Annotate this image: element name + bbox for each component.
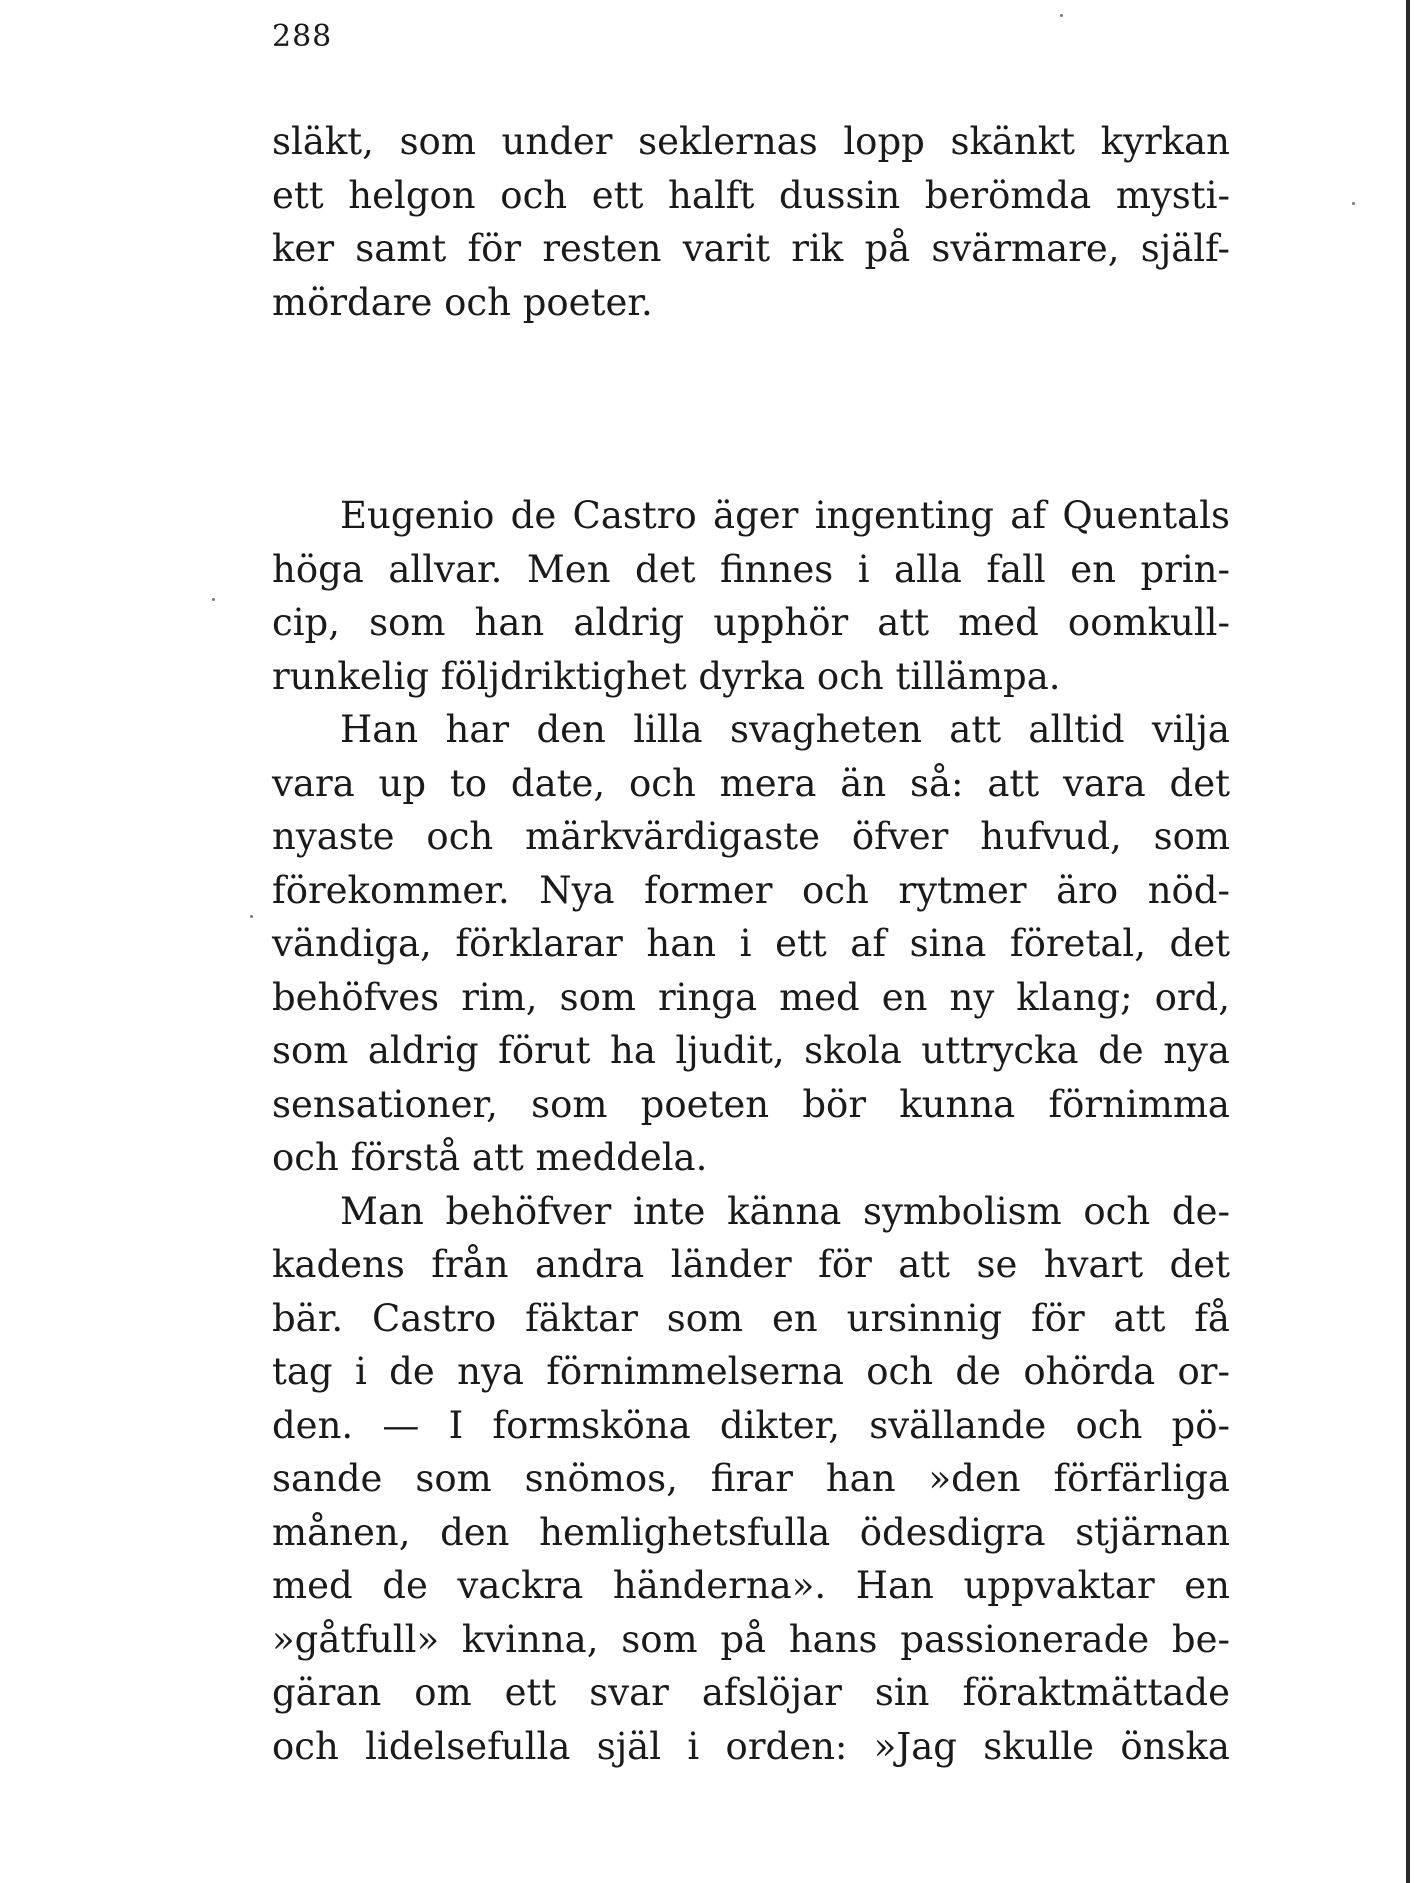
text-line: gäran om ett svar afslöjar sin föraktmättade [272,1671,1230,1714]
text-line: nyaste och märkvärdigaste öfver hufvud, som [272,815,1230,858]
paragraph-symbolism [272,1185,1230,1774]
text-line: Han har den lilla svagheten att alltid vilja [340,708,1230,751]
text-line: höga allvar. Men det finnes i alla fall en prin- [272,547,1230,591]
text-line: ker samt för resten varit rik på svärmare, själf- [272,227,1230,270]
text-line: sensationer, som poeten bör kunna förnimma [272,1082,1230,1126]
text-line: den. — I formsköna dikter, svällande och pö- [272,1403,1230,1447]
text-line: och lidelsefulla själ i orden: »Jag skulle önska [272,1724,1230,1768]
text-line: förekommer. Nya former och rytmer äro nöd- [272,868,1230,912]
text-line: cip, som han aldrig upphör att med oomkull- [272,601,1230,644]
scan-speck [1352,202,1355,205]
text-line: Man behöfver inte känna symbolism och de- [340,1189,1230,1233]
page-number: 288 [272,19,333,54]
text-line: med de vackra händerna». Han uppvaktar en [272,1564,1230,1607]
scan-speck [250,915,253,918]
text-line: tag i de nya förnimmelserna och de ohörda or- [272,1350,1230,1393]
text-line: mördare och poeter. [272,280,653,324]
paragraph-continuation [272,115,1230,329]
text-line: ett helgon och ett halft dussin berömda mysti- [272,173,1230,217]
text-line: kadens från andra länder för att se hvart det [272,1243,1230,1286]
text-line: »gåtfull» kvinna, som på hans passionerade be- [272,1617,1230,1661]
text-line: Eugenio de Castro äger ingenting af Quentals [340,494,1230,537]
scan-speck [1060,14,1063,17]
paragraph-up-to-date [272,703,1230,1185]
page-edge-rule [1406,0,1410,1883]
text-line: månen, den hemlighetsfulla ödesdigra stjärnan [272,1510,1230,1554]
text-line: behöfves rim, som ringa med en ny klang; ord, [272,975,1230,1019]
text-line: släkt, som under seklernas lopp skänkt kyrkan [272,120,1230,163]
text-line: vara up to date, och mera än så: att vara det [272,761,1230,805]
paragraph-eugenio [272,489,1230,703]
text-line: och förstå att meddela. [272,1136,708,1179]
scan-speck [212,598,215,601]
text-line: bär. Castro fäktar som en ursinnig för att få [272,1296,1230,1340]
text-line: sande som snömos, firar han »den förfärliga [272,1457,1230,1500]
text-line: runkelig följdriktighet dyrka och tillämpa. [272,654,1061,698]
text-line: som aldrig förut ha ljudit, skola uttrycka de nya [272,1029,1230,1072]
text-line: vändiga, förklarar han i ett af sina företal, det [272,922,1230,965]
main-text [272,489,1230,1773]
